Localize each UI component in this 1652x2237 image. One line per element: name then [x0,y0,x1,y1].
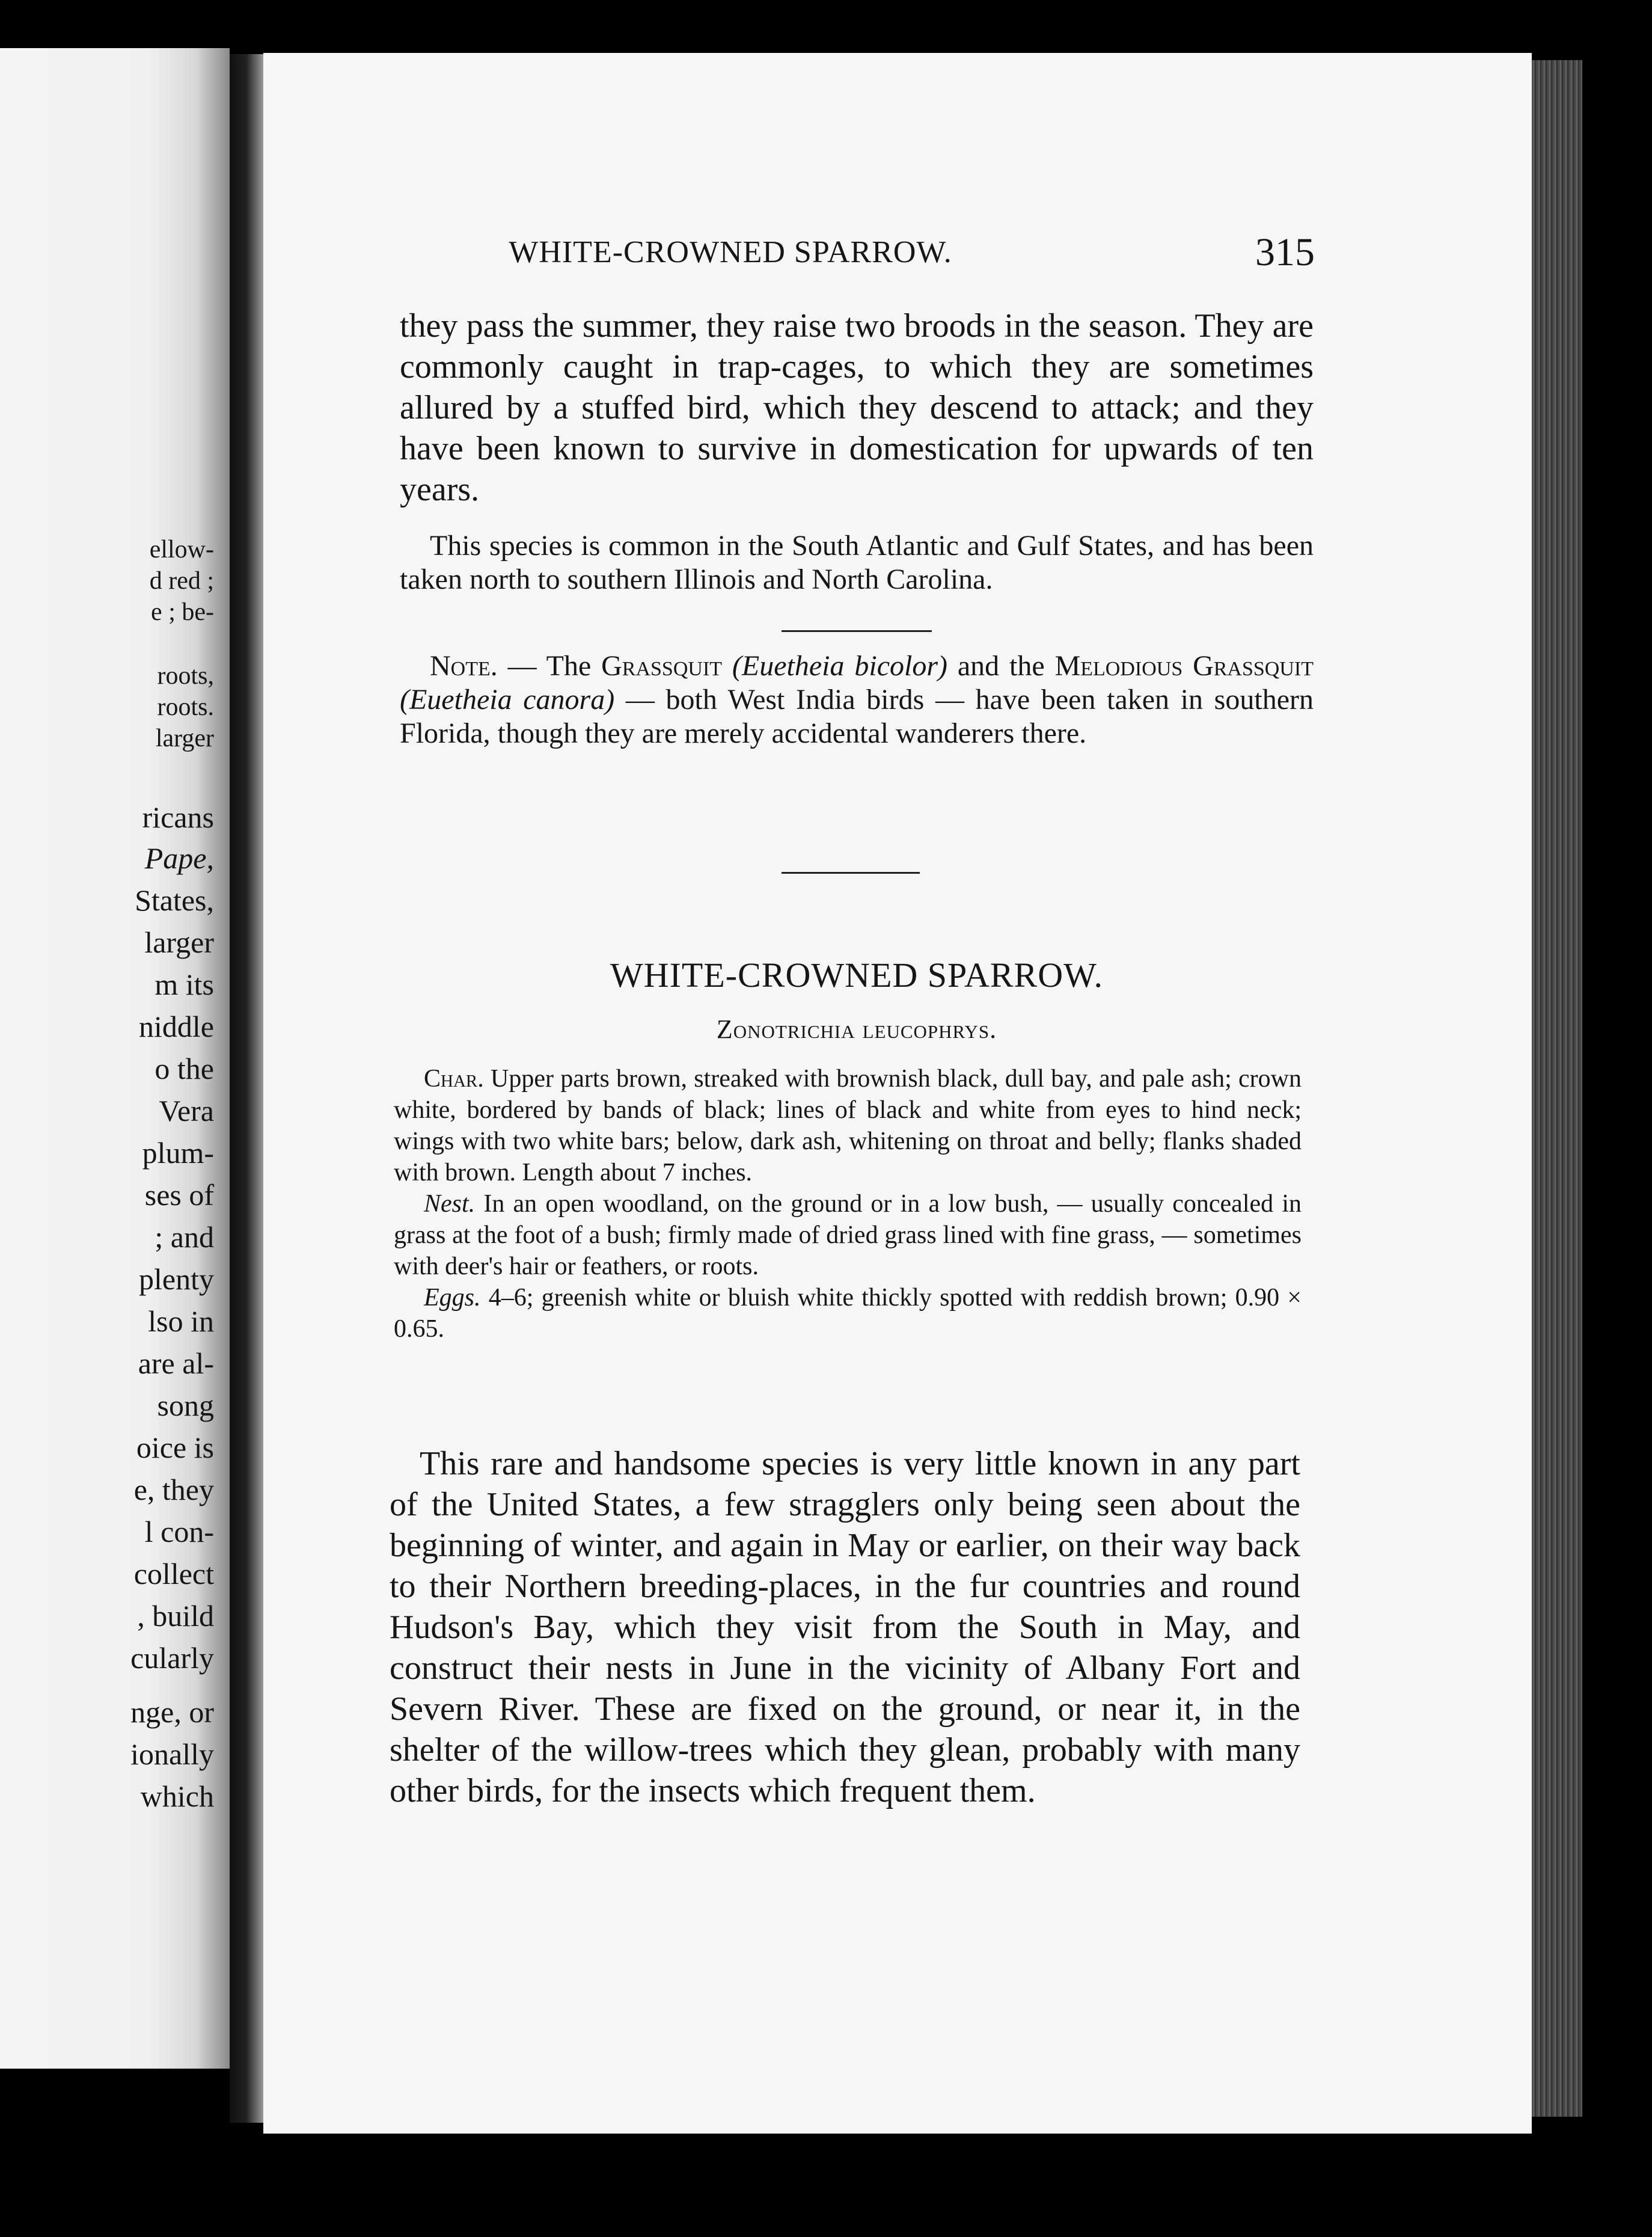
left-page-fragment: larger [144,925,214,959]
nest-entry [394,1188,1302,1282]
eggs-label: Eggs. [424,1284,481,1312]
char-entry [394,1063,1302,1188]
section-title: WHITE-CROWNED SPARROW. [610,956,1104,995]
char-label: Char. [424,1065,484,1093]
left-page-fragment: Pape, [144,841,214,875]
left-page [0,48,230,2069]
left-page-fragment: o the [154,1052,214,1085]
main-text: This rare and handsome species is very little known in any part of the United States, a few stragglers only being seen about the beginning of winter, and again in May or earlier, on their way back to their Northern breeding-places, in the fur countries and round Hudson's Bay, which they visit from the South in May, and construct their nests in June in the vicinity of Albany Fort and Severn River. These are fixed on the ground, or near it, in the shelter of the willow-trees which they glean, probably with many other birds, for the insects which frequent them. [390,1445,1300,1809]
divider-rule [782,630,932,632]
melodious-grassquit-name: Melodious Grassquit [1054,650,1314,682]
species-description [394,1063,1302,1345]
note-paragraph [400,649,1314,750]
left-page-fragment: roots, [157,662,214,690]
left-page-fragment: which [140,1779,214,1813]
char-text: Upper parts brown, streaked with brownish black, dull bay, and pale ash; crown white, bordered by bands of black; lines of black and white from eyes to hind neck; wings with two white bars; below, dark ash, whitening on throat and belly; flanks shaded with brown. Length about 7 inches. [394,1065,1302,1186]
left-page-fragment: lso in [148,1304,214,1338]
page-number: 315 [1255,230,1315,274]
left-page-fragment: roots. [157,693,214,721]
left-page-fragment: song [157,1389,214,1422]
left-page-fragment: ionally [130,1737,214,1771]
running-head: WHITE-CROWNED SPARROW. [509,235,952,269]
eggs-entry [394,1282,1302,1345]
scientific-name: Zonotrichia leucophrys. [716,1014,997,1044]
left-page-fragment: ricans [142,800,214,834]
left-page-fragment: ses of [144,1178,214,1212]
left-page-fragment: Vera [159,1094,214,1128]
note-label: Note. [430,650,498,682]
grassquit-scientific-name: (Euetheia bicolor) [732,650,948,682]
melodious-grassquit-scientific-name: (Euetheia canora) [400,684,615,716]
range-paragraph [400,529,1314,597]
note-text: — The [497,650,602,682]
left-page-fragment: are al- [138,1346,214,1380]
left-page-fragment: larger [155,725,214,752]
main-paragraph [390,1443,1300,1811]
left-page-fragment: niddle [139,1010,214,1043]
left-page-fragment: ellow- [149,536,214,563]
left-page-fragment: e ; be- [151,598,214,626]
note-text: — both West India birds — have been taken in southern Florida, though they are merely accidental wanderers there. [400,684,1314,749]
note-text: and the [947,650,1055,682]
left-page-fragment: d red ; [149,567,214,595]
book-gutter [230,54,263,2123]
range-text: This species is common in the South Atlantic and Gulf States, and has been taken north to southern Illinois and North Carolina. [400,530,1314,595]
continuation-text: they pass the summer, they raise two broods in the season. They are commonly caught in trap-cages, to which they are sometimes allured by a stuffed bird, which they descend to attack; and they have been known to survive in domestication for upwards of ten years. [400,307,1314,508]
left-page-fragment: m its [154,968,214,1001]
eggs-text: 4–6; greenish white or bluish white thickly spotted with reddish brown; 0.90 × 0.65. [394,1284,1302,1343]
left-page-fragment: plum- [142,1136,214,1170]
grassquit-name: Grassquit [601,650,723,682]
section-divider-rule [782,872,920,874]
left-page-fragment: , build [137,1599,214,1633]
left-page-fragment: e, they [133,1473,214,1506]
left-page-fragment: States, [135,883,214,917]
left-page-fragment: nge, or [130,1695,214,1729]
left-page-fragment: oice is [136,1431,214,1464]
left-page-fragment: collect [133,1557,214,1591]
continuation-paragraph [400,305,1314,510]
left-page-fragment: ; and [154,1220,214,1254]
left-page-fragment: plenty [139,1262,214,1296]
nest-label: Nest. [424,1190,476,1218]
left-page-fragment: l con- [144,1515,214,1548]
left-page-fragment: cularly [130,1641,214,1675]
nest-text: In an open woodland, on the ground or in a low bush, — usually concealed in grass at the foot of a bush; firmly made of dried grass lined with fine grass, — sometimes with deer's hair or feathers, or roots. [394,1190,1302,1280]
page-edges [1532,60,1582,2117]
